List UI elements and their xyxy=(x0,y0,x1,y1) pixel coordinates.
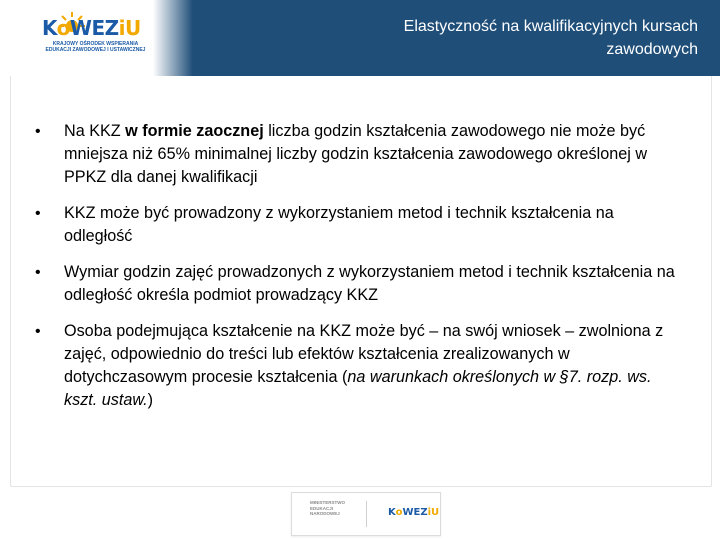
bullet-dot: • xyxy=(35,264,41,281)
bullet-text: ) xyxy=(147,391,154,409)
bullet-item xyxy=(35,320,685,412)
bullet-text: Na KKZ xyxy=(64,122,126,140)
bullet-text: liczba godzin kształcenia zawodowego nie może być mniejsza niż 65% minimalnej liczby godzin kształcenia zawodowego określonej w PPKZ dla danej kwalifikacji xyxy=(64,122,648,186)
bullet-text: Wymiar godzin zajęć prowadzonych z wykorzystaniem metod i technik kształcenia na odległość określa podmiot prowadzący KKZ xyxy=(64,263,675,304)
footer-divider xyxy=(366,501,367,527)
bullet-item xyxy=(35,261,685,307)
bullet-list xyxy=(35,120,685,425)
bullet-text: Osoba podejmująca kształcenie na KKZ może być – na swój wniosek – zwolniona z zajęć, odpowiednio do treści lub efektów kształcenia zrealizowanych w dotychczasowym procesie kształcenia ( xyxy=(64,322,664,386)
kowezu-small-logo: KoWEZiU xyxy=(388,507,440,518)
logo-subtitle: KRAJOWY OŚRODEK WSPIERANIA EDUKACJI ZAWODOWEJ I USTAWICZNEJ xyxy=(45,41,146,53)
ministry-logo: MINISTERSTWO EDUKACJI NARODOWEJ xyxy=(310,500,345,516)
bullet-dot: • xyxy=(35,123,41,140)
bullet-text: w formie zaocznej xyxy=(125,122,264,140)
bullet-item xyxy=(35,120,685,189)
bullet-item xyxy=(35,202,685,248)
bullet-text: na warunkach określonych w §7. rozp. ws. kszt. ustaw. xyxy=(64,368,652,409)
footer-logos xyxy=(291,492,441,536)
logo-wordmark: KoWEZiU xyxy=(42,16,141,40)
bullet-dot: • xyxy=(35,323,41,340)
slide-title: Elastyczność na kwalifikacyjnych kursach zawodowych xyxy=(403,18,698,58)
kowezu-logo xyxy=(32,8,152,68)
slide-header xyxy=(0,0,720,76)
bullet-dot: • xyxy=(35,205,41,222)
bullet-text: KKZ może być prowadzony z wykorzystaniem metod i technik kształcenia na odległość xyxy=(64,204,614,245)
header-fade xyxy=(153,0,193,76)
